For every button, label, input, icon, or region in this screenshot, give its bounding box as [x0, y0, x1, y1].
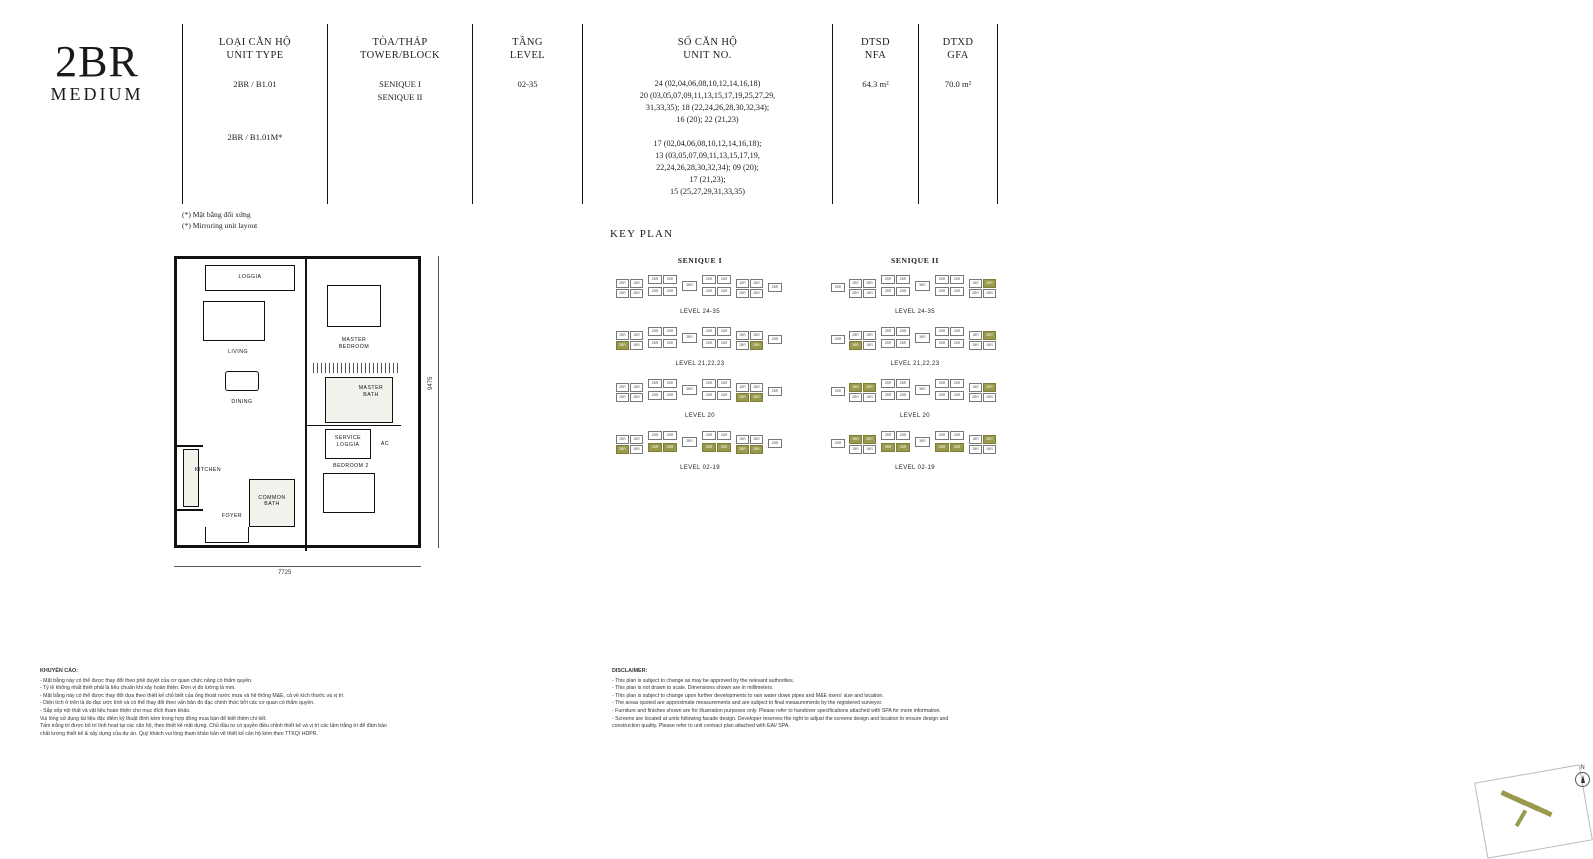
level-diagram: 2BR 1BR 2BR 2BR 2BR 2BR 2BR 2BR 3BR 2BR 2BR 2BR 2BR 1BR 2BR 2BR 2BR 2BR — [610, 269, 790, 307]
room-label-master-bedroom: MASTER BEDROOM — [338, 337, 370, 350]
key-plan-title: KEY PLAN — [610, 228, 674, 240]
site-location-map — [1480, 765, 1590, 858]
site-building — [1527, 802, 1553, 818]
bedroom2-bed — [323, 473, 375, 513]
spec-col-unit-type — [182, 24, 327, 204]
brand-subtitle: MEDIUM — [50, 84, 144, 104]
tower-name: SENIQUE I — [677, 256, 723, 265]
level-block — [610, 373, 790, 419]
spec-title-en: LEVEL — [509, 50, 546, 61]
footer-disclaimer-vi — [40, 668, 560, 738]
footer-line: - Mặt bằng này có thể được thay đổi dựa theo thiết kế chỏ biết của ống thoát nước mưa và hệ thống M&E, cả về kích thước và vị trí. — [40, 692, 345, 699]
spec-title-vi: TÒA/THÁP — [372, 37, 428, 48]
level-diagram: 2BR 2BR 2BR 2BR 1BR 2BR 2BR 2BR 2BR 3BR 2BR 2BR 2BR 2BR 1BR 2BR 2BR 2BR — [825, 373, 1005, 411]
spec-value-1: SENIQUE I SENIQUE II — [377, 79, 423, 102]
wall-service — [305, 425, 401, 426]
spec-value-1: 70.0 m² — [944, 79, 972, 89]
spec-col-level — [472, 24, 582, 204]
header — [32, 24, 998, 230]
spec-col-nfa — [832, 24, 918, 204]
floor-plan-outline — [174, 256, 421, 548]
spec-title-en: UNIT NO. — [683, 50, 732, 61]
level-label: LEVEL 02-19 — [895, 465, 935, 471]
footer-line: - Tỷ lệ không nhất thiết phải là tiêu chuẩn khi xây hoàn thiện. Đơn vị đo lường là mm. — [40, 685, 236, 692]
site-building — [1515, 809, 1527, 827]
tower-senique-2 — [825, 256, 1005, 477]
footer-line: - Screens are located at units following facade design. Developer reserves the right to adjust the screens design and location to ensure design and — [612, 715, 949, 722]
room-label-dining: DINING — [231, 399, 253, 405]
spec-col-gfa — [918, 24, 998, 204]
spec-col-unit-no — [582, 24, 832, 204]
level-block — [825, 373, 1005, 419]
footer-line: - This plan is subject to change as may be approved by the relevant authorities. — [612, 677, 795, 684]
footer-disclaimer-en — [612, 668, 1012, 731]
kitchen-counter — [183, 449, 199, 507]
level-diagram: 2BR 1BR 2BR 2BR 2BR 2BR 2BR 2BR 3BR 2BR 2BR 2BR 2BR 1BR 2BR 2BR 2BR 2BR — [610, 425, 790, 463]
level-label: LEVEL 24-35 — [895, 309, 935, 315]
room-label-common-bath: COMMON BATH — [258, 495, 286, 507]
spec-value-1: 2BR / B1.01 — [233, 79, 277, 89]
level-block — [610, 425, 790, 471]
footer-line: - This plan is subject to change upon further developments to rain water down pipes and M&E risers' size and location. — [612, 692, 884, 699]
footer-heading-en: DISCLAIMER: — [612, 668, 648, 674]
dimension-bottom: 7725 — [278, 570, 292, 576]
footer-line: chất lượng thiết kế & xây dựng của dự án. Quý khách vui lòng tham khảo bản vẽ thiết kế căn hộ kèm theo TTKQ/ HDPR. — [40, 730, 318, 737]
spec-value-2: 2BR / B1.01M* — [227, 131, 283, 142]
level-label: LEVEL 21,22,23 — [890, 361, 940, 367]
spec-table — [182, 24, 998, 204]
spec-title-en: TOWER/BLOCK — [359, 50, 441, 61]
level-block — [825, 269, 1005, 315]
room-label-kitchen: KITCHEN — [194, 467, 222, 473]
spec-value-1: 64.3 m² — [862, 79, 889, 89]
mirror-note-vi: (*) Mặt bằng đối xứng — [182, 210, 251, 219]
tower-senique-1 — [610, 256, 790, 477]
room-label-bedroom2: BEDROOM 2 — [333, 463, 369, 469]
room-label-service-loggia: SERVICE LOGGIA — [334, 435, 362, 448]
level-diagram: 2BR 1BR 2BR 2BR 2BR 2BR 2BR 2BR 3BR 2BR 2BR 2BR 2BR 1BR 2BR 2BR 2BR 2BR — [610, 373, 790, 411]
dimension-line-bottom — [174, 566, 421, 567]
footer-heading-vi: KHUYẾN CÁO: — [40, 668, 79, 674]
mirror-note-en: (*) Mirroring unit layout — [182, 220, 258, 230]
living-rug — [203, 301, 265, 341]
footer-line: - Mặt bằng này có thể được thay đổi theo phê duyệt của cơ quan chức năng có thẩm quyền. — [40, 677, 253, 684]
footer-line: Tấm trắng trí được bố trí lính hoạt tại các căn hộ, theo thiết kế mặt dựng. Chủ đầu tư có quyền điều chỉnh thiết kế và vị trí các tấm trắng trí để đảm bảo — [40, 723, 387, 730]
mirror-note — [182, 210, 257, 231]
level-diagram: 2BR 2BR 2BR 2BR 1BR 2BR 2BR 2BR 2BR 3BR 2BR 2BR 2BR 2BR 1BR 2BR 2BR 2BR — [825, 321, 1005, 359]
level-block — [825, 321, 1005, 367]
interior-wall-vertical — [305, 259, 307, 467]
unit-type-brand — [32, 37, 162, 105]
level-diagram: 2BR 1BR 2BR 2BR 2BR 2BR 2BR 2BR 3BR 2BR 2BR 2BR 2BR 1BR 2BR 2BR 2BR 2BR — [610, 321, 790, 359]
spec-title-en: NFA — [864, 50, 887, 61]
level-diagram: 2BR 2BR 2BR 2BR 1BR 2BR 2BR 2BR 2BR 3BR 2BR 2BR 2BR 2BR 1BR 2BR 2BR 2BR — [825, 269, 1005, 307]
room-label-loggia: LOGGIA — [238, 274, 262, 280]
wall-kitchen-2 — [177, 509, 203, 511]
compass-icon — [1575, 765, 1590, 787]
footer-line: - Diện tích ở trên là đo đạc ước tính và có thể thay đổi theo vấn bản đo đạc chính thức bởi các cơ quan có thẩm quyền. — [40, 700, 315, 707]
spec-title-vi: DTSD — [860, 37, 891, 48]
level-label: LEVEL 20 — [685, 413, 715, 419]
entry-door — [205, 527, 249, 543]
tower-name: SENIQUE II — [891, 256, 939, 265]
footer-line: - Sắp xếp nội thất và vật liệu hoàn thiện cho mục đích tham khảo. — [40, 707, 191, 714]
level-label: LEVEL 21,22,23 — [675, 361, 725, 367]
spec-title-vi: LOẠI CĂN HỘ — [218, 37, 292, 48]
master-bed — [327, 285, 381, 327]
room-label-ac: AC — [380, 441, 390, 447]
spec-value-1: 24 (02,04,06,08,10,12,14,16,18) 20 (03,05,07,09,11,13,15,17,19,25,27,29, 31,33,35); 18 (22,24,26,28,30,32,34); 16 (20); 22 (21,23) — [639, 79, 776, 124]
room-label-master-bath: MASTER BATH — [358, 385, 384, 398]
level-block — [825, 425, 1005, 471]
footer-line: - The areas quoted are approximate measurements and are subject to final measurements by the registered surveyor. — [612, 700, 883, 707]
floor-plan — [150, 240, 470, 580]
level-label: LEVEL 24-35 — [680, 309, 720, 315]
level-label: LEVEL 02-19 — [680, 465, 720, 471]
footer-line: Vui lòng sử dụng tài liệu đặc điểm kỹ thuật đính kèm trong hợp đồng mua bán để biết thêm chi tiết. — [40, 715, 267, 722]
footer-line: construction quality. Please refer to unit contract plan attached with EAI/ SPA. — [612, 723, 790, 730]
spec-value-1: 02-35 — [517, 79, 538, 89]
dining-table — [225, 371, 259, 391]
level-block — [610, 321, 790, 367]
spec-col-tower — [327, 24, 472, 204]
spec-title-en: UNIT TYPE — [226, 50, 284, 61]
brand-title: 2BR — [55, 37, 139, 86]
dimension-right: 9475 — [428, 376, 434, 390]
master-wardrobe — [313, 363, 399, 373]
footer-line: - Furniture and finishes shown are for illustration purposes only. Please refer to handover specifications attached with SPA for more information. — [612, 707, 941, 714]
compass-label: N — [1580, 765, 1585, 771]
room-label-foyer: FOYER — [221, 513, 243, 519]
room-label-living: LIVING — [227, 349, 248, 355]
spec-title-vi: SỐ CĂN HỘ — [677, 37, 738, 48]
room-master-bath — [325, 377, 393, 423]
spec-title-vi: TẦNG — [512, 37, 543, 48]
spec-value-2: 17 (02,04,06,08,10,12,14,16,18); 13 (03,05,07,09,11,13,15,17,19, 22,24,26,28,30,32,34); 09 (20); 17 (21,23); 15 (25,27,29,31,33,35) — [653, 139, 762, 196]
spec-title-vi: DTXD — [942, 37, 974, 48]
wall-kitchen — [177, 445, 203, 447]
spec-title-en: GFA — [947, 50, 969, 61]
level-block — [610, 269, 790, 315]
dimension-line-right — [438, 256, 439, 548]
level-diagram: 2BR 2BR 2BR 2BR 1BR 2BR 2BR 2BR 2BR 3BR 2BR 2BR 2BR 2BR 1BR 2BR 2BR 2BR — [825, 425, 1005, 463]
level-label: LEVEL 20 — [900, 413, 930, 419]
footer-line: - This plan is not drawn to scale. Dimensions shown are in millimeters. — [612, 685, 774, 692]
interior-wall-lower — [305, 467, 307, 551]
